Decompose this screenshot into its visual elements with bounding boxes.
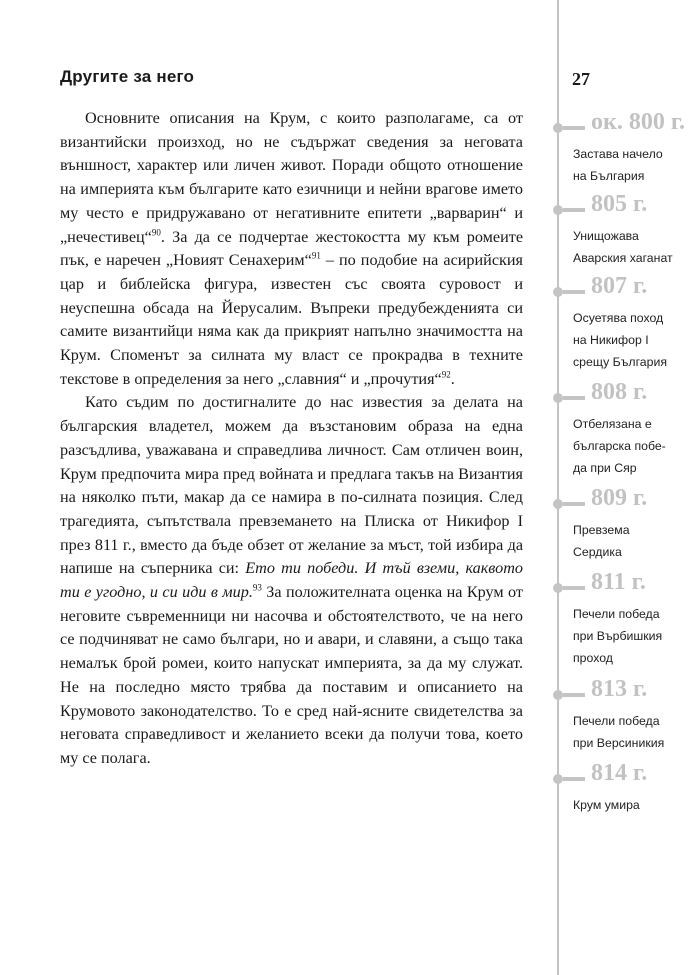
timeline-dot — [553, 583, 563, 593]
timeline-year: 814 г. — [591, 760, 648, 786]
text-run: . — [450, 369, 455, 388]
timeline-year: 813 г. — [591, 676, 648, 702]
timeline-entry — [549, 275, 699, 373]
timeline-desc-line: на България — [573, 169, 645, 183]
footnote-ref-91: 91 — [311, 250, 321, 261]
timeline-dot — [553, 774, 563, 784]
timeline-connector — [563, 502, 585, 506]
timeline-desc-line: на Никифор I — [573, 333, 649, 347]
timeline-dot — [553, 205, 563, 215]
timeline-entry — [549, 571, 699, 669]
timeline-desc-line: Отбелязана е — [573, 417, 652, 431]
timeline-entry — [549, 678, 699, 754]
footnote-ref-93: 93 — [252, 582, 262, 593]
timeline-connector — [563, 290, 585, 294]
timeline-year: 809 г. — [591, 485, 648, 511]
timeline-connector — [563, 396, 585, 400]
timeline-dot — [553, 123, 563, 133]
timeline-desc-line: срещу България — [573, 355, 667, 369]
timeline-dot — [553, 393, 563, 403]
timeline-desc-line: Печели победа — [573, 607, 660, 621]
timeline-desc-line: Осуетява поход — [573, 311, 664, 325]
timeline-year: 807 г. — [591, 273, 648, 299]
text-run: Основните описания на Крум, с които разполагаме, са от византийски произход, но не съдържат сведения за неговата външност, характер или личен живот. Поради общото отношение на империята към българите като езичници и нейни врагове името му често е придружавано от негативните епитети „варварин“ и „нечестивец“ — [60, 109, 523, 246]
timeline-connector — [563, 693, 585, 697]
text-run: . За да се подчертае жестокостта му към ромеите пък, е наречен „Новият Сенахерим“ — [60, 227, 523, 270]
page-number: 27 — [572, 69, 590, 89]
timeline-desc-line: проход — [573, 651, 613, 665]
text-run: – по подобие на асирийския цар и библейска фигура, известен със своята суровост и неуспешна обсада на Йерусалим. Въпреки предубежденията си самите византийци няма как да прикрият напълно значимостта на Крум. Споменът за силната му власт се прокрадва в техните текстове в определения за него „славния“ и „прочутия“ — [60, 251, 523, 388]
quote: Ето ти победи. И тъй вземи, каквото ти е угодно, и си иди в мир. — [60, 559, 524, 602]
timeline-entry — [549, 193, 699, 269]
timeline-desc-line: Превзема — [573, 523, 630, 537]
timeline-connector — [563, 208, 585, 212]
timeline-entry — [549, 487, 699, 563]
footnote-ref-92: 92 — [441, 369, 451, 380]
timeline-dot — [553, 287, 563, 297]
timeline-year: 808 г. — [591, 379, 648, 405]
timeline-dot — [553, 690, 563, 700]
timeline-entry — [549, 111, 699, 187]
text-run: Като съдим по достигналите до нас известия за делата на българския владетел, можем да възстановим образа на една разсъдлива, уважавана и справедлива личност. Сам отличен воин, Крум предпочита мира пред войната и предлага такъв на Византия на няколко пъти, макар да се намира в по-силната позиция. След трагедията, съпътствала превземането на Плиска от Никифор I през 811 г., вместо да бъде обзет от желание за мъст, той избира да напише на съперника си: — [60, 393, 523, 578]
paragraph-2 — [60, 391, 523, 770]
timeline-desc-line: Аварския хаганат — [573, 251, 673, 265]
timeline-desc-line: при Версиникия — [573, 736, 665, 750]
timeline-connector — [563, 126, 585, 130]
timeline-entry — [549, 381, 699, 479]
timeline-dot — [553, 499, 563, 509]
timeline-year: ок. 800 г. — [591, 109, 686, 135]
timeline-connector — [563, 777, 585, 781]
timeline-desc-line: Унищожава — [573, 229, 639, 243]
timeline-entry — [549, 762, 699, 816]
timeline-connector — [563, 586, 585, 590]
timeline-desc-line: българска побе- — [573, 439, 666, 453]
page-title: Другите за него — [60, 67, 195, 86]
timeline-year: 811 г. — [591, 569, 646, 595]
timeline-desc-line: Сердика — [573, 545, 622, 559]
paragraph-1 — [60, 107, 523, 391]
body-text — [60, 107, 523, 771]
footnote-ref-90: 90 — [151, 227, 161, 238]
timeline-desc-line: Печели победа — [573, 714, 660, 728]
timeline-desc-line: при Върбишкия — [573, 629, 663, 643]
timeline-year: 805 г. — [591, 191, 648, 217]
timeline-desc-line: Крум умира — [573, 798, 640, 812]
timeline-desc-line: да при Сяр — [573, 461, 637, 475]
timeline-desc-line: Застава начело — [573, 147, 663, 161]
text-run: За положителната оценка на Крум от неговите съвременници ни насочва и обстоятелството, че на него се подчиняват не само българи, но и авари, и славяни, а също така немалък брой ромеи, които напускат империята, за да му служат. Не на последно място трябва да поставим и описанието на Крумовото законодателство. То е сред най-ясните свидетелства за неговата справедливост и желанието всеки да получи това, което му се полага. — [60, 583, 523, 767]
